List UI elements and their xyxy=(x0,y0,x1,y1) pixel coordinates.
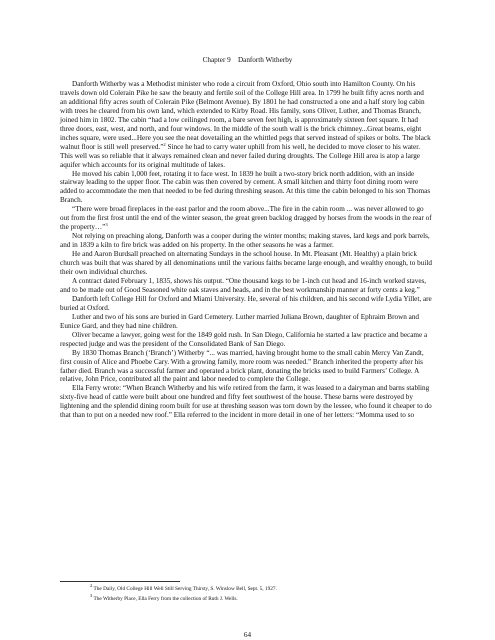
paragraph xyxy=(60,205,432,232)
footnote xyxy=(90,583,432,592)
chapter-heading xyxy=(0,56,495,64)
page-number: 64 xyxy=(243,631,252,639)
paragraph: By 1830 Thomas Branch (‘Branch’) Witherby “... was married, having brought home to the small cabin Mercy Van Zandt, first cousin of Alice and Phoebe Cary. With a growing family, more room was needed.” Branch inherited the property after his father died. Branch was a successful farmer and operated a brick plant, donating the bricks used to build Farmers’ College. A relative, John Price, contributed all the paint and labor needed to complete the College. xyxy=(60,348,424,384)
paragraph-text: Since he had to carry water uphill from his well, he decided to move closer to his water. This well was so reliable that it always remained clean and never failed during droughts. The College Hill area is atop a large aquifer which accounts for its original multitude of lakes. xyxy=(60,142,420,169)
paragraph: Luther and two of his sons are buried in Gard Cemetery. Luther married Juliana Brown, daughter of Ephraim Brown and Eunice Gard, and they had nine children. xyxy=(60,312,420,330)
footnote-number: 2 xyxy=(90,583,93,588)
paragraph-text: “There were broad fireplaces in the east parlor and the room above...The fire in the cabin room ... was never allowed to go out from the first frost until the end of the winter season, the great green backlog dragged by horses from the woods in the rear of the property…” xyxy=(60,205,432,232)
chapter-number: Chapter 9 xyxy=(202,56,231,64)
footnote-number: 3 xyxy=(90,593,93,598)
body-text xyxy=(60,80,432,420)
footnote-ref: 2 xyxy=(163,141,166,147)
paragraph: He moved his cabin 1,000 feet, rotating it to face west. In 1839 he built a two-story brick north addition, with an inside stairway leading to the upper floor. The cabin was then covered by cement. A small kitchen and thirty foot dining room were added to accommodate the men that needed to be fed during threshing season. At this time the cabin belonged to his son Thomas Branch. xyxy=(60,169,431,205)
footnote-divider xyxy=(60,581,180,582)
paragraph xyxy=(60,80,432,170)
footnotes xyxy=(60,583,432,606)
footnote-ref: 3 xyxy=(105,222,108,228)
paragraph-text: Danforth Witherby was a Methodist minister who rode a circuit from Oxford, Ohio south into Hamilton County. On his travels down old Colerain Pike he saw the beauty and fertile soil of the College Hill area. In 1799 he built fifty acres north and an additional fifty acres south of Colerain Pike (Belmont Avenue). By 1801 he had constructed a one and a half story log cabin with trees he cleared from his own land, which extended to Kirby Road. His family, sons Oliver, Luther, and Thomas Branch, joined him in 1802. The cabin “had a low ceilinged room, a bare seven feet high, is approximately sixteen feet square. It had three doors, east, west, and north, and four windows. In the middle of the south wall is the brick chimney...Great beams, eight inches square, were used...Here you see the neat dovetailing an the whittled pegs that served instead of spikes or bolts. The black walnut floor is still well preserved.” xyxy=(60,80,431,151)
chapter-title: Danforth Witherby xyxy=(237,56,293,64)
paragraph: He and Aaron Burdsall preached on alternating Sundays in the school house. In Mt. Pleasant (Mt. Healthy) a plain brick church was built that was shared by all denominations until the various faiths became large enough, and wealthy enough, to build their own individual churches. xyxy=(60,250,432,277)
paragraph: Danforth left College Hill for Oxford and Miami University. He, several of his children, and his second wife Lydia Yillet, are buried at Oxford. xyxy=(60,294,432,312)
paragraph: Oliver became a lawyer, going west for the 1849 gold rush. In San Diego, California he started a law practice and became a respected judge and was the president of the Consolidated Bank of San Diego. xyxy=(60,330,428,348)
paragraph: Ella Ferry wrote: “When Branch Witherby and his wife retired from the farm, it was leased to a dairyman and barns stabling sixty-five head of cattle were built about one hundred and fifty feet southwest of the house. These barns were destroyed by lightening and the splendid dining room built for use at threshing season was torn down by the lessee, who found it cheaper to do that than to put on a needed new roof.” Ella referred to the incident in more detail in one of her letters: “Momma used to so xyxy=(60,384,432,420)
footnote-text: The Witherby Place, Ella Ferry from the collection of Ruth J. Wells. xyxy=(93,596,238,602)
paragraph: Not relying on preaching along, Danforth was a cooper during the winter months; making staves, lard kegs and pork barrels, and in 1839 a kiln to fire brick was added on his property. In the other seasons he was a farmer. xyxy=(60,232,430,250)
footnote xyxy=(90,593,432,602)
paragraph: A contract dated February 1, 1835, shows his output. “One thousand kegs to be 1-inch cut head and 16-inch worked staves, and to be made out of Good Seasoned white oak staves and heads, and in the best workmanship manner at forty cents a keg.” xyxy=(60,276,427,294)
footnote-text: The Daily, Old College Hill Well Still Serving Thirsty, S. Winslow Bell, Sept. 5, 1927. xyxy=(93,586,277,592)
